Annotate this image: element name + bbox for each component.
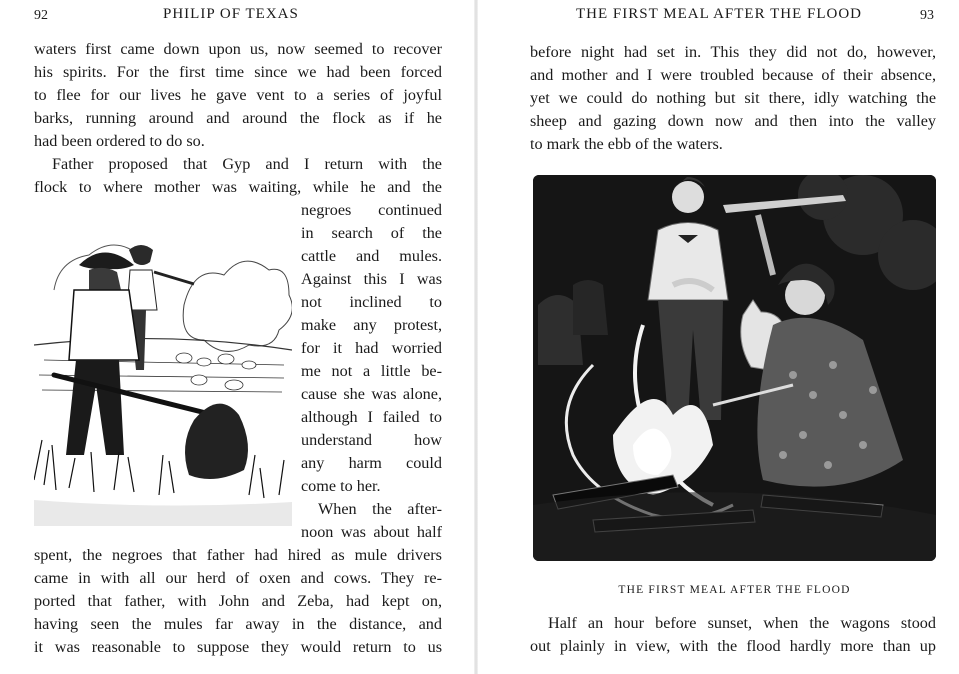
text-line: his spirits. For the first time since we had been forced	[34, 63, 442, 81]
text-line: sheep and gazing down now and then into the valley	[530, 112, 936, 130]
right-running-head: THE FIRST MEAL AFTER THE FLOOD	[576, 6, 862, 22]
text-line: although I failed to	[301, 408, 442, 426]
text-line: barks, running around and around the flock as if he	[34, 109, 442, 127]
text-line: before night had set in. This they did not do, however,	[530, 43, 936, 61]
text-line: came in with all our herd of oxen and cows. They re-	[34, 569, 442, 587]
text-line: Father proposed that Gyp and I return with the	[52, 155, 442, 173]
text-line: ported that father, with John and Zeba, had kept on,	[34, 592, 442, 610]
text-line: had been ordered to do so.	[34, 132, 205, 150]
text-line: having seen the mules far away in the distance, and	[34, 615, 442, 633]
text-line: waters first came down upon us, now seemed to recover	[34, 40, 442, 58]
text-line: Against this I was	[301, 270, 442, 288]
text-line: noon was about half	[301, 523, 442, 541]
text-line: cause she was alone,	[301, 385, 442, 403]
text-line: flock to where mother was waiting, while he and the	[34, 178, 442, 196]
right-page	[480, 0, 959, 674]
text-line: Half an hour before sunset, when the wagons stood	[548, 614, 936, 632]
left-page	[0, 0, 472, 674]
text-line: and mother and I were troubled because of their absence,	[530, 66, 936, 84]
text-line: any harm could	[301, 454, 442, 472]
text-line: out plainly in view, with the flood hardly more than up	[530, 637, 936, 655]
left-page-number: 92	[34, 8, 48, 23]
left-illustration	[34, 210, 292, 526]
text-line: for it had worried	[301, 339, 442, 357]
left-running-head: PHILIP OF TEXAS	[163, 6, 299, 22]
right-illustration	[533, 175, 936, 561]
text-line: understand how	[301, 431, 442, 449]
text-line: cattle and mules.	[301, 247, 442, 265]
text-line: negroes continued	[301, 201, 442, 219]
text-line: not inclined to	[301, 293, 442, 311]
text-line: to flee for our lives he gave vent to a series of joyful	[34, 86, 442, 104]
text-line: to mark the ebb of the waters.	[530, 135, 723, 153]
text-line: me not a little be-	[301, 362, 442, 380]
text-line: it was reasonable to suppose they would return to us	[34, 638, 442, 656]
text-line: spent, the negroes that father had hired as mule drivers	[34, 546, 442, 564]
text-line: When the after-	[318, 500, 442, 518]
text-line: yet we could do nothing but sit there, idly watching the	[530, 89, 936, 107]
text-line: in search of the	[301, 224, 442, 242]
text-line: make any protest,	[301, 316, 442, 334]
right-page-number: 93	[920, 8, 934, 23]
book-gutter	[474, 0, 478, 674]
illustration-caption: THE FIRST MEAL AFTER THE FLOOD	[618, 584, 851, 596]
text-line: come to her.	[301, 477, 381, 495]
